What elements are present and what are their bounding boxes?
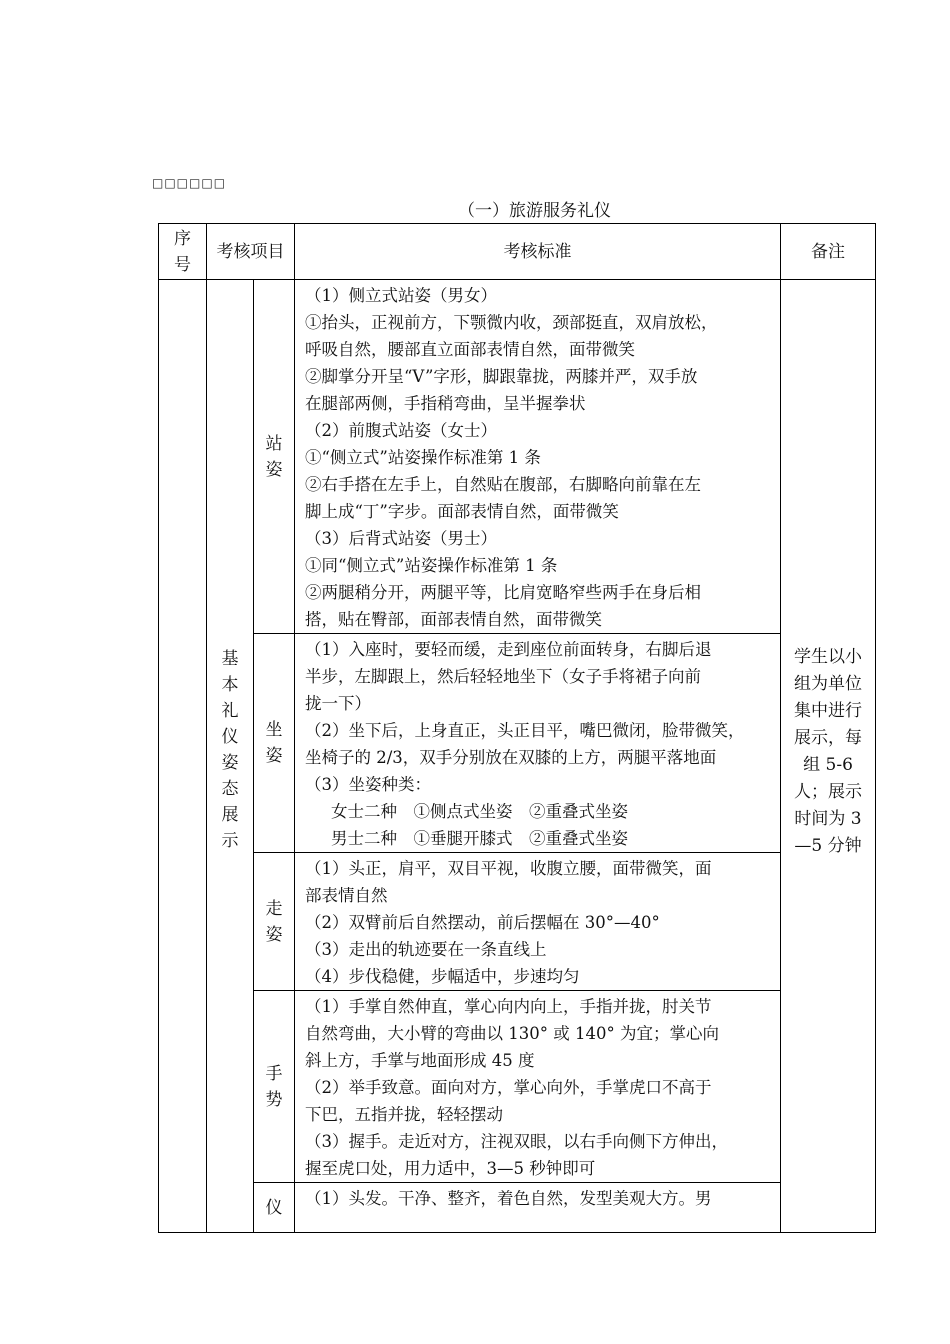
item-name-cell: [254, 991, 295, 1183]
remark-line: 组 5-6: [803, 755, 853, 775]
header-standard: 考核标准: [295, 224, 781, 280]
header-item: 考核项目: [207, 224, 295, 280]
table-row: [159, 853, 876, 991]
standard-line: （1）头正，肩平，双目平视，收腹立腰，面带微笑，面: [305, 859, 712, 878]
standard-line: （1）头发。干净、整齐，着色自然，发型美观大方。男: [305, 1189, 712, 1208]
remark-line: 学生以小: [794, 647, 862, 667]
standard-line: 搭，贴在臀部，面部表情自然，面带微笑: [305, 610, 602, 629]
category-char: 礼: [221, 701, 239, 721]
standard-line: 坐椅子的 2/3，双手分别放在双膝的上方，两腿平落地面: [305, 748, 717, 767]
standard-line: 自然弯曲，大小臂的弯曲以 130° 或 140° 为宜；掌心向: [305, 1024, 719, 1043]
standard-line: （3）走出的轨迹要在一条直线上: [305, 940, 547, 959]
item-name-char: 姿: [265, 924, 283, 945]
category-char: 基: [221, 649, 239, 669]
standard-line: （3）坐姿种类：: [305, 775, 431, 794]
standard-line: 男士二种 ①垂腿开膝式 ②重叠式坐姿: [331, 829, 628, 848]
standard-cell: [295, 1183, 781, 1233]
item-name-char: 姿: [265, 746, 283, 766]
item-name-char: 势: [265, 1089, 283, 1110]
category-char: 姿: [221, 753, 239, 773]
header-seq-char: 号: [174, 254, 191, 275]
standard-line: ①同“侧立式”站姿操作标准第 1 条: [305, 556, 558, 575]
category-char: 本: [221, 675, 239, 695]
standard-line: （1）手掌自然伸直，掌心向内向上，手指并拢，肘关节: [305, 997, 712, 1016]
standard-line: （2）双臂前后自然摆动，前后摆幅在 30°—40°: [305, 913, 660, 932]
standard-line: 斜上方，手掌与地面形成 45 度: [305, 1051, 535, 1070]
standard-line: （1）侧立式站姿（男女）: [305, 286, 497, 305]
standard-line: 脚上成“丁”字步。面部表情自然，面带微笑: [305, 502, 619, 521]
remark-line: 人；展示: [794, 782, 862, 802]
standard-cell: [295, 280, 781, 634]
header-seq: [159, 224, 207, 280]
document-title: （一）旅游服务礼仪: [458, 201, 611, 221]
category-char: 示: [221, 831, 239, 851]
category-char: 展: [221, 805, 239, 825]
standard-line: （3）后背式站姿（男士）: [305, 529, 497, 548]
item-name-char: 走: [265, 898, 283, 919]
standard-cell: [295, 634, 781, 853]
item-name-char: 手: [265, 1063, 283, 1084]
remark-line: 时间为 3: [794, 809, 862, 829]
item-name-cell: [254, 280, 295, 634]
header-seq-char: 序: [174, 228, 191, 249]
assessment-table: [158, 223, 876, 1233]
table-row: [159, 280, 876, 634]
standard-line: 下巴，五指并拢，轻轻摆动: [305, 1105, 503, 1124]
standard-line: （2）坐下后，上身直正，头正目平，嘴巴微闭，脸带微笑，: [305, 721, 745, 740]
item-name-cell: [254, 1183, 295, 1233]
item-name-char: 坐: [265, 720, 283, 740]
standard-line: ②两腿稍分开，两腿平等，比肩宽略窄些两手在身后相: [305, 583, 701, 602]
table-row: [159, 991, 876, 1183]
standard-cell: [295, 991, 781, 1183]
item-name-char: 仪: [265, 1197, 283, 1218]
table-row: [159, 1183, 876, 1233]
standard-line: 半步，左脚跟上，然后轻轻地坐下（女子手将裙子向前: [305, 667, 701, 686]
standard-line: 拢一下）: [305, 694, 371, 713]
standard-line: ②脚掌分开呈“V”字形，脚跟靠拢，两膝并严，双手放: [305, 367, 698, 386]
standard-line: （1）入座时，要轻而缓，走到座位前面转身，右脚后退: [305, 640, 712, 659]
standard-line: （2）举手致意。面向对方，掌心向外，手掌虎口不高于: [305, 1078, 712, 1097]
header-note: □□□□□□: [152, 176, 227, 190]
standard-line: 部表情自然: [305, 886, 388, 905]
remark-cell: [781, 280, 876, 1233]
standard-line: ①抬头，正视前方，下颚微内收，颈部挺直，双肩放松，: [305, 313, 718, 332]
standard-line: 握至虎口处，用力适中，3—5 秒钟即可: [305, 1159, 596, 1178]
standard-line: 呼吸自然，腰部直立面部表情自然，面带微笑: [305, 340, 635, 359]
standard-cell: [295, 853, 781, 991]
category-char: 仪: [221, 727, 239, 747]
remark-line: 展示，每: [794, 728, 862, 748]
category-char: 态: [221, 779, 239, 799]
table-header-row: [159, 224, 876, 280]
remark-line: 集中进行: [794, 701, 862, 721]
category-cell: [207, 280, 254, 1233]
table-row: [159, 634, 876, 853]
item-name-cell: [254, 634, 295, 853]
standard-line: （2）前腹式站姿（女士）: [305, 421, 497, 440]
standard-line: （4）步伐稳健，步幅适中，步速均匀: [305, 967, 580, 986]
item-name-char: 站: [265, 433, 283, 454]
seq-cell: [159, 280, 207, 1233]
item-name-cell: [254, 853, 295, 991]
standard-line: ①“侧立式”站姿操作标准第 1 条: [305, 448, 541, 467]
standard-line: ②右手搭在左手上，自然贴在腹部，右脚略向前靠在左: [305, 475, 701, 494]
standard-line: （3）握手。走近对方，注视双眼，以右手向侧下方伸出，: [305, 1132, 728, 1151]
standard-line: 女士二种 ①侧点式坐姿 ②重叠式坐姿: [331, 802, 628, 821]
standard-line: 在腿部两侧，手指稍弯曲，呈半握拳状: [305, 394, 586, 413]
header-remark: 备注: [781, 224, 876, 280]
remark-line: 组为单位: [794, 674, 862, 694]
item-name-char: 姿: [265, 459, 283, 480]
remark-line: —5 分钟: [794, 836, 862, 856]
